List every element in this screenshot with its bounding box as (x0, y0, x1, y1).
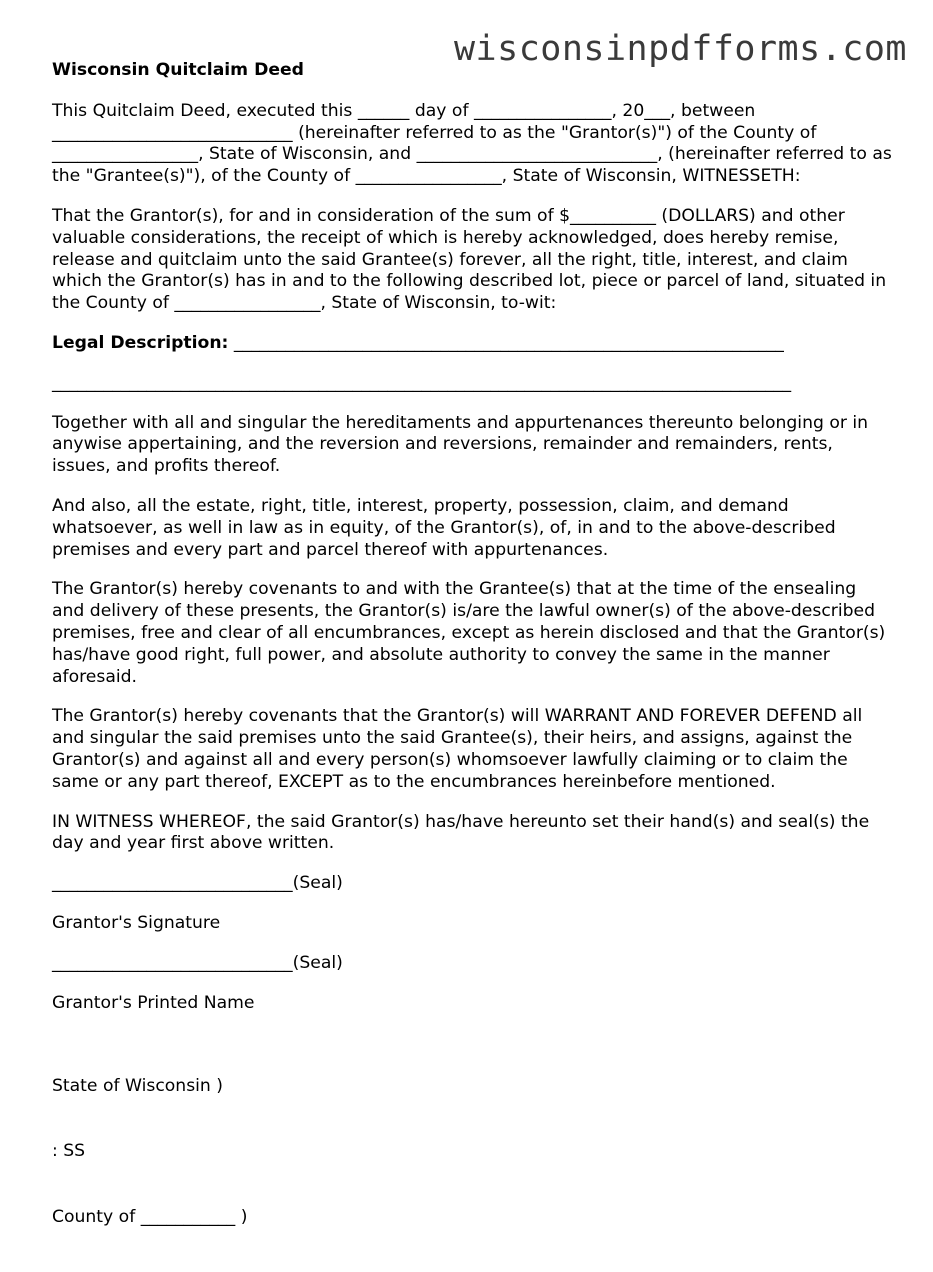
venue-block (52, 1032, 892, 1272)
grantor-printed-name-label: Grantor's Printed Name (52, 992, 255, 1013)
document-body (52, 60, 898, 1272)
intro-paragraph: This Quitclaim Deed, executed this ______ day of ________________, 20___, between ____________________________ (hereinafter referred to as the "Grantor(s)") of the County of _________________, State of Wisconsin, and ____________________________, (hereinafter referred to as the "Grantee(s)"), of the County of _________________, State of Wisconsin, WITNESSETH: (52, 100, 898, 187)
legal-description-label: Legal Description: (52, 332, 229, 353)
together-paragraph: Together with all and singular the hereditaments and appurtenances thereunto belonging or in anywise appertaining, and the reversion and reversions, remainder and remainders, rents, issues, and profits thereof. (52, 412, 874, 477)
grantor-signature-line[interactable]: ____________________________(Seal) (52, 873, 343, 894)
witness-paragraph: IN WITNESS WHEREOF, the said Grantor(s) has/have hereunto set their hand(s) and seal(s) the day and year first above written. (52, 811, 875, 854)
venue-ss: : SS (52, 1141, 86, 1162)
page-title: Wisconsin Quitclaim Deed (52, 60, 304, 80)
legal-description-blank[interactable]: ________________________________________________________________ (228, 332, 784, 353)
covenant-paragraph-1: The Grantor(s) hereby covenants to and with the Grantee(s) that at the time of the ensealing and delivery of these presents, the Grantor(s) is/are the lawful owner(s) of the above-described premises, free and clear of all encumbrances, except as herein disclosed and that the Grantor(s) has/have good right, full power, and absolute authority to convey the same in the manner aforesaid. (52, 579, 891, 687)
venue-county[interactable]: County of ___________ ) (52, 1206, 248, 1227)
watermark: wisconsinpdfforms.com (453, 29, 907, 69)
grantor-signature-label: Grantor's Signature (52, 912, 221, 933)
legal-description-line-2[interactable]: ______________________________________________________________________________________ (52, 372, 792, 393)
covenant-paragraph-2: The Grantor(s) hereby covenants that the Grantor(s) will WARRANT AND FOREVER DEFEND all and singular the said premises unto the said Grantee(s), their heirs, and assigns, against the Grantor(s) and against all and every person(s) whomsoever lawfully claiming or to claim the same or any part thereof, EXCEPT as to the encumbrances hereinbefore mentioned. (52, 706, 868, 792)
grantor-printed-name-line[interactable]: ____________________________(Seal) (52, 952, 343, 973)
legal-description (52, 333, 892, 355)
venue-state: State of Wisconsin ) (52, 1075, 223, 1096)
also-paragraph: And also, all the estate, right, title, interest, property, possession, claim, and demand whatsoever, as well in law as in equity, of the Grantor(s), of, in and to the above-described premises and every part and parcel thereof with appurtenances. (52, 495, 842, 560)
consideration-paragraph: That the Grantor(s), for and in consideration of the sum of $__________ (DOLLARS) and other valuable considerations, the receipt of which is hereby acknowledged, does hereby remise, release and quitclaim unto the said Grantee(s) forever, all the right, title, interest, and claim which the Grantor(s) has in and to the following described lot, piece or parcel of land, situated in the County of _________________, State of Wisconsin, to-wit: (52, 205, 892, 314)
